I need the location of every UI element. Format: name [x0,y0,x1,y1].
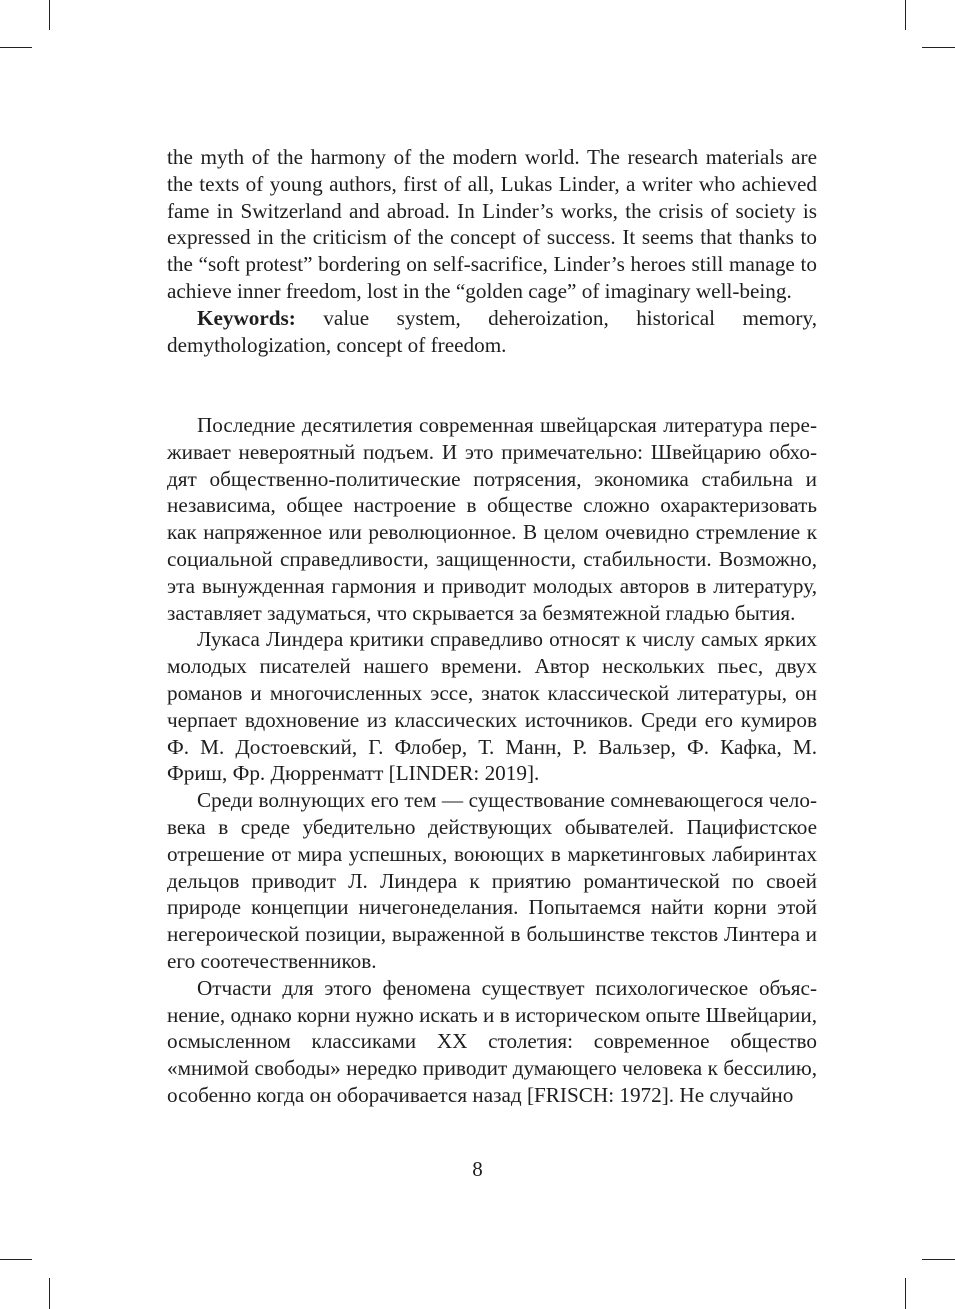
abstract-continuation: the myth of the harmony of the modern world. The research materials are the texts of young authors, first of all, Lukas Linder, a writer who achieved fame in Switzerland and abroad. In Linder’s works, the crisis of society is expressed in the criticism of the concept of success. It seems that thanks to the “soft protest” bordering on self-sacrifice, Linder’s heroes still manage to achieve inner freedom, lost in the “golden cage” of imaginary well-being. [167,145,817,303]
crop-mark-bottom-right-vertical [905,1278,906,1309]
page-number: 8 [472,1157,483,1181]
crop-mark-top-right-vertical [905,0,906,30]
crop-mark-bottom-left-horizontal [0,1259,32,1260]
crop-mark-bottom-right-horizontal [922,1259,955,1260]
abstract-section [167,144,817,358]
keywords-label: Keywords: [197,305,296,330]
keywords-text: value system, deheroization, historical memory, demythologization, concept of freedom. [167,305,817,357]
body-paragraph-4: Отчасти для этого феномена существует психологическое объяснение, однако корни нужно искать и в историческом опыте Швейцарии, осмысленном классиками XX столетия: современное общество «мнимой свободы» нередко приводит думающего человека к бессилию, особенно когда он оборачивается назад [FRISCH: 1972]. Не случайно [167,975,817,1107]
crop-mark-top-right-horizontal [922,47,955,48]
body-paragraph-1: Последние десятилетия современная швейцарская литература переживает невероятный подъем. И это примечательно: Швейцарию обходят общественно-политические потрясения, экономика стабильна и независима, общее настроение в обществе сложно охарактеризовать как напряженное или революционное. В целом очевидно стремление к социальной справедливости, защищенности, стабильности. Возможно, эта вынужденная гармония и приводит молодых авторов в литературу, заставляет задуматься, что скрывается за безмятежной гладью бытия. [167,413,817,625]
crop-mark-bottom-left-vertical [49,1278,50,1309]
keywords-paragraph [167,305,817,359]
body-section [167,412,817,1109]
crop-mark-top-left-vertical [49,0,50,30]
crop-mark-top-left-horizontal [0,47,32,48]
body-paragraph-2: Лукаса Линдера критики справедливо относят к числу самых ярких молодых писателей нашего времени. Автор нескольких пьес, двух романов и многочисленных эссе, знаток классической литературы, он черпает вдохновение из классических источников. Среди его кумиров Ф. М. Достоевский, Г. Флобер, Т. Манн, Р. Вальзер, Ф. Кафка, М. Фриш, Фр. Дюрренматт [LINDER: 2019]. [167,627,817,786]
body-paragraph-3: Среди волнующих его тем — существование сомневающегося человека в среде убедительно действующих обывателей. Пацифистское отрешение от мира успешных, воюющих в маркетинговых лабиринтах дельцов приводит Л. Линдера к приятию романтической по своей природе концепции ничегонеделания. Попытаемся найти корни этой негероической позиции, выраженной в большинстве текстов Линтера и его соотечественников. [167,788,817,973]
